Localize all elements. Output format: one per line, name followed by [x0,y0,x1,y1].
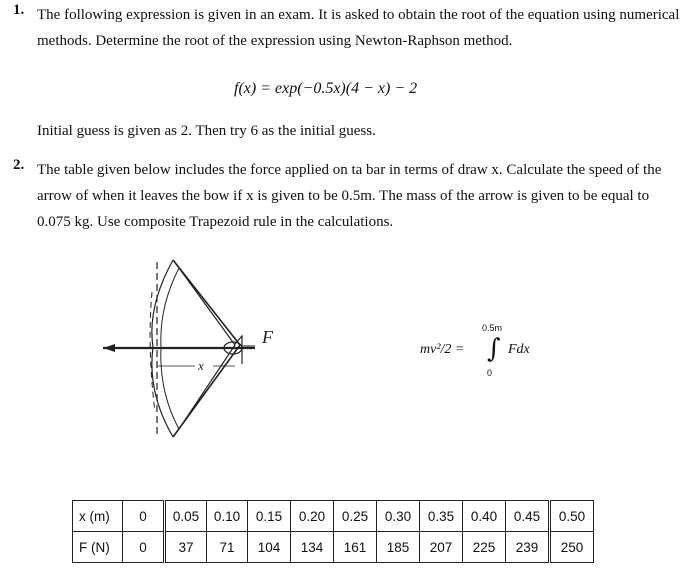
table-cell: 207 [420,532,463,563]
table-cell: 0 [123,501,165,532]
table-cell: 161 [334,532,377,563]
table-cell: 0.35 [420,501,463,532]
table-cell: 0.20 [291,501,334,532]
table-cell: 0.05 [165,501,207,532]
integral-lower-limit: 0 [487,368,493,378]
integral-upper-limit: 0.5m [482,323,503,333]
table-row-x [73,501,594,532]
table-cell: 0 [123,532,165,563]
table-cell: 225 [463,532,506,563]
draw-label: x [198,358,204,373]
table-cell: 239 [506,532,550,563]
work-energy-equation [420,320,580,380]
q2-text [37,157,697,235]
q2-text-line1: The table given below includes the force applied on ta bar in terms of draw x. Calculate the speed of the [37,162,662,178]
f-header: F (N) [73,532,123,563]
q1-note: Initial guess is given as 2. Then try 6 as the initial guess. [37,123,376,139]
table-cell: 250 [550,532,594,563]
q1-number: 1. [13,2,25,18]
q1-formula: f(x) = exp(−0.5x)(4 − x) − 2 [234,80,418,97]
q2-text-line3: 0.075 kg. Use composite Trapezoid rule in the calculations. [37,214,394,230]
table-cell: 104 [248,532,291,563]
equation-lhs: mv²/2 = [420,342,465,357]
table-cell: 0.15 [248,501,291,532]
q1-text [37,2,697,54]
q2-text-line2: arrow of when it leaves the bow if x is given to be 0.5m. The mass of the arrow is given to be equal to [37,188,650,204]
table-row-f [73,532,594,563]
table-cell: 185 [377,532,420,563]
q1-text-line2: methods. Determine the root of the expression using Newton-Raphson method. [37,33,513,49]
q1-text-line1: The following expression is given in an exam. It is asked to obtain the root of the equation using numerical [37,7,680,23]
integral-sign-icon: ∫ [487,334,501,364]
bow-figure [95,252,295,442]
force-label: F [262,327,273,347]
table-cell: 71 [207,532,248,563]
table-cell: 0.30 [377,501,420,532]
table-cell: 0.25 [334,501,377,532]
x-header: x (m) [73,501,123,532]
table-cell: 134 [291,532,334,563]
integrand: Fdx [508,342,530,357]
table-cell: 0.45 [506,501,550,532]
table-cell: 37 [165,532,207,563]
arrow-head-icon [103,344,115,352]
q2-number: 2. [13,157,25,173]
table-cell: 0.40 [463,501,506,532]
force-draw-table [72,500,594,563]
table-cell: 0.50 [550,501,594,532]
table-cell: 0.10 [207,501,248,532]
